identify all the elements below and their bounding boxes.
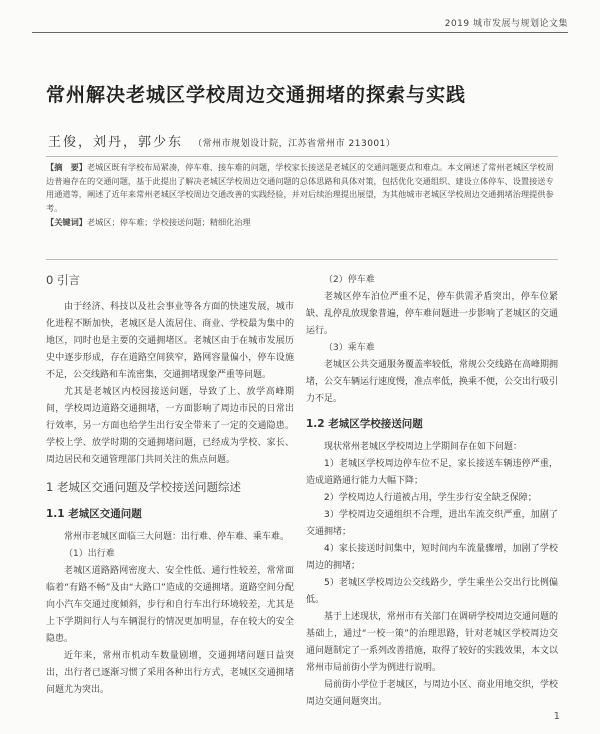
journal-header: 2019 城市发展与规划论文集 [444,19,568,29]
abstract-text: 老城区既有学校布局紧凑，停车难、接车难的问题，学校家长接送是老城区的交通问题要点和难点。本文阐述了常州老城区学校周边普遍存在的交通问题，基于此提出了解决老城区学校周边交通问题的总体思路和具体对策，包括优化交通组织、建设立体停车、设置接送专用通道等，阐述了近年来常州老城区学校周边交通改善的实践经验，并对后续治理提出展望，为其他城市老城区学校周边交通拥堵治理提供参考。 [46,162,554,213]
list-item: 4）家长接送时间集中，短时间内车流量骤增，加剧了学校周边的拥堵； [306,544,558,571]
list-item: 3）学校周边交通组织不合理，进出车流交织严重，加剧了交通拥堵； [306,510,558,537]
header-divider [32,32,568,33]
list-item: 5）老城区学校周边公交线路少，学生乘坐公交出行比例偏低。 [306,578,558,605]
section-1-2-heading: 1.2 老城区学校接送问题 [306,418,423,430]
intro-paragraph-2: 尤其是老城区内校园接送问题，导致了上、放学高峰期间，学校周边道路交通拥堵，一方面影响了周边市民的日常出行效率，另一方面也给学生出行安全带来了一定的交通隐患。学校上学、放学时期的交通拥堵问题，已经成为学校、家长、周边居民和交通管理部门共同关注的焦点问题。 [46,387,294,465]
subheading-parking: （2）停车难 [324,275,375,285]
section-1-1-heading: 1.1 老城区交通问题 [46,508,142,520]
authors: 王俊，刘丹，郭少东 [48,135,184,150]
closing-paragraph: 局前街小学位于老城区，与周边小区、商业用地交织，学校周边交通问题突出。 [306,680,559,707]
intro-paragraph-1: 由于经济、科技以及社会事业等各方面的快速发展，城市化进程不断加快，老城区是人流居住、商业、学校最为集中的地区，同时也是主要的交通拥堵区。老城区由于在城市发展历史中逐步形成，存在道路空间狭窄，路网容量偏小，停车设施不足，公交线路和车流密集，交通拥堵现象严重等问题。 [46,302,294,380]
transit-paragraph: 老城区公共交通服务覆盖率较低，常规公交线路在高峰期拥堵，公交车辆运行速度慢，准点率低，换乘不便，公交出行吸引力不足。 [306,360,559,404]
subheading-transit: （3）乘车难 [324,343,375,353]
affiliation: （常州市规划设计院，江苏省常州市 213001） [193,139,396,149]
keywords [46,216,558,230]
section-1-1-intro: 常州市老城区面临三大问题：出行难、停车难、乘车难。 [64,532,290,542]
conclusion-paragraph: 基于上述现状，常州市有关部门在调研学校周边交通问题的基础上，通过“一校一策”的治理思路，针对老城区学校周边交通问题制定了一系列改善措施，取得了较好的实践效果，本文以常州市局前街小学为例进行说明。 [306,612,559,673]
abstract-box [46,156,558,260]
right-column [306,272,558,711]
travel-paragraph-2: 近年来，常州市机动车数量剧增，交通拥堵问题日益突出，出行者已逐渐习惯了采用各种出行方式，老城区交通拥堵问题尤为突出。 [46,651,294,695]
section-1-2-intro: 现状常州老城区学校周边上学期间存在如下问题： [324,442,523,452]
intro-heading: 0 引言 [46,273,80,287]
abstract-label: 【摘 要】 [46,162,87,172]
keywords-text: 老城区；停车难；学校接送问题；精细化治理 [86,217,251,227]
author-line [48,131,395,150]
paper-title: 常州解决老城区学校周边交通拥堵的探索与实践 [46,84,467,106]
parking-paragraph: 老城区停车泊位严重不足，停车供需矛盾突出，停车位紧缺、乱停乱放现象普遍，停车难问题进一步影响了老城区的交通运行。 [306,292,559,336]
section-1-heading: 1 老城区交通问题及学校接送问题综述 [46,480,241,494]
travel-paragraph: 老城区道路路网密度大、安全性低、通行性较差，常常面临着“有路不畅”及由“大路口”造成的交通拥堵。道路空间分配向小汽车交通过度倾斜，步行和自行车出行环境较差，尤其是上下学期间行人与车辆混行的情况更加明显，存在较大的安全隐患。 [46,566,294,644]
subheading-travel: （1）出行难 [64,549,115,559]
keywords-label: 【关键词】 [46,217,87,227]
list-item: 1）老城区学校周边停车位不足，家长接送车辆违停严重，造成道路通行能力大幅下降； [306,459,558,486]
list-item: 2）学校周边人行道被占用，学生步行安全缺乏保障； [324,493,537,503]
page-number: 1 [553,711,560,722]
abstract [46,161,558,215]
left-column [46,272,294,699]
